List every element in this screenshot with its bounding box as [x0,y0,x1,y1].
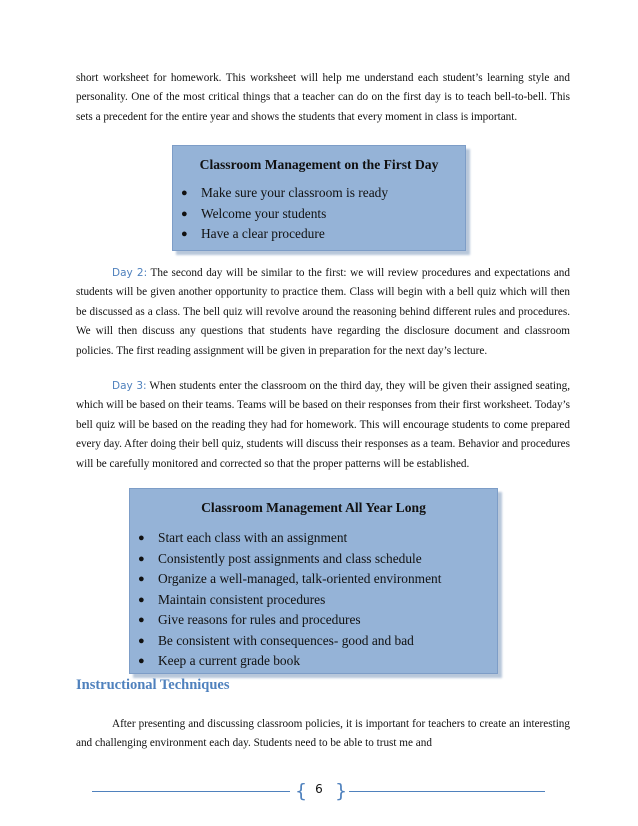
day3-paragraph [76,377,570,474]
callout-first-day [172,145,466,251]
list-item: ● Make sure your classroom is ready [173,183,465,204]
callout-year-long-title: Classroom Management All Year Long [201,500,426,515]
bullet-icon: ● [181,207,188,220]
list-item: ● Consistently post assignments and class schedule [130,549,497,570]
bullet-icon: ● [138,655,145,667]
callout-first-day-title: Classroom Management on the First Day [199,157,439,172]
callout-year-long [129,488,498,674]
list-item: ● Have a clear procedure [173,224,465,245]
list-item: ● Welcome your students [173,204,465,225]
intro-paragraph: short worksheet for homework. This worksheet will help me understand each student’s learning style and personality. One of the most critical things that a teacher can do on the first day is to teach bell-to-bell. This sets a precedent for the entire year and shows the students that every moment in class is important. [76,72,570,123]
page-number: 6 [315,782,323,796]
bullet-icon: ● [138,532,145,544]
day2-label: Day 2: [112,267,148,279]
list-item: ● Organize a well-managed, talk-oriented environment [130,569,497,590]
day3-text: When students enter the classroom on the third day, they will be given their assigned seating, which will be based on their teams. Teams will be based on their responses from their first worksheet. Today’s bell quiz will be based on the reading they had for homework. This will encourage students to come prepared every day. After doing their bell quiz, students will discuss their responses as a team. Behavior and procedures will be carefully monitored and corrected so that the proper patterns will be established. [76,380,570,470]
footer-rule-right [349,791,545,792]
list-item: ● Keep a current grade book [130,651,497,672]
list-item: ● Start each class with an assignment [130,528,497,549]
bullet-icon: ● [181,187,188,199]
footer-bracket-right: } [335,780,348,802]
bullet-icon: ● [138,573,145,585]
bullet-icon: ● [138,593,145,606]
bullet-icon: ● [138,634,145,647]
footer-bracket-left: { [295,780,308,802]
list-item: ● Give reasons for rules and procedures [130,610,497,631]
day2-text: The second day will be similar to the first: we will review procedures and expectations and students will be given another opportunity to practice them. Class will begin with a bell quiz which will then be discussed as a class. The bell quiz will revolve around the reasoning behind different rules and procedures. We will then discuss any questions that students have regarding the disclosure document and classroom policies. The first reading assignment will be given in preparation for the next day’s lecture. [76,267,570,357]
section-heading: Instructional Techniques [76,677,230,693]
list-item: ● Maintain consistent procedures [130,590,497,611]
footer-rule-left [92,791,290,792]
bullet-icon: ● [181,228,188,240]
day3-label: Day 3: [112,380,147,392]
callout-year-long-list [130,528,497,672]
list-item: ● Be consistent with consequences- good and bad [130,631,497,652]
day2-paragraph [76,264,570,361]
bullet-icon: ● [138,614,145,626]
closing-paragraph: After presenting and discussing classroom policies, it is important for teachers to create an interesting and challenging environment each day. Students need to be able to trust me and [76,718,570,750]
callout-first-day-list [173,183,465,245]
bullet-icon: ● [138,552,145,565]
